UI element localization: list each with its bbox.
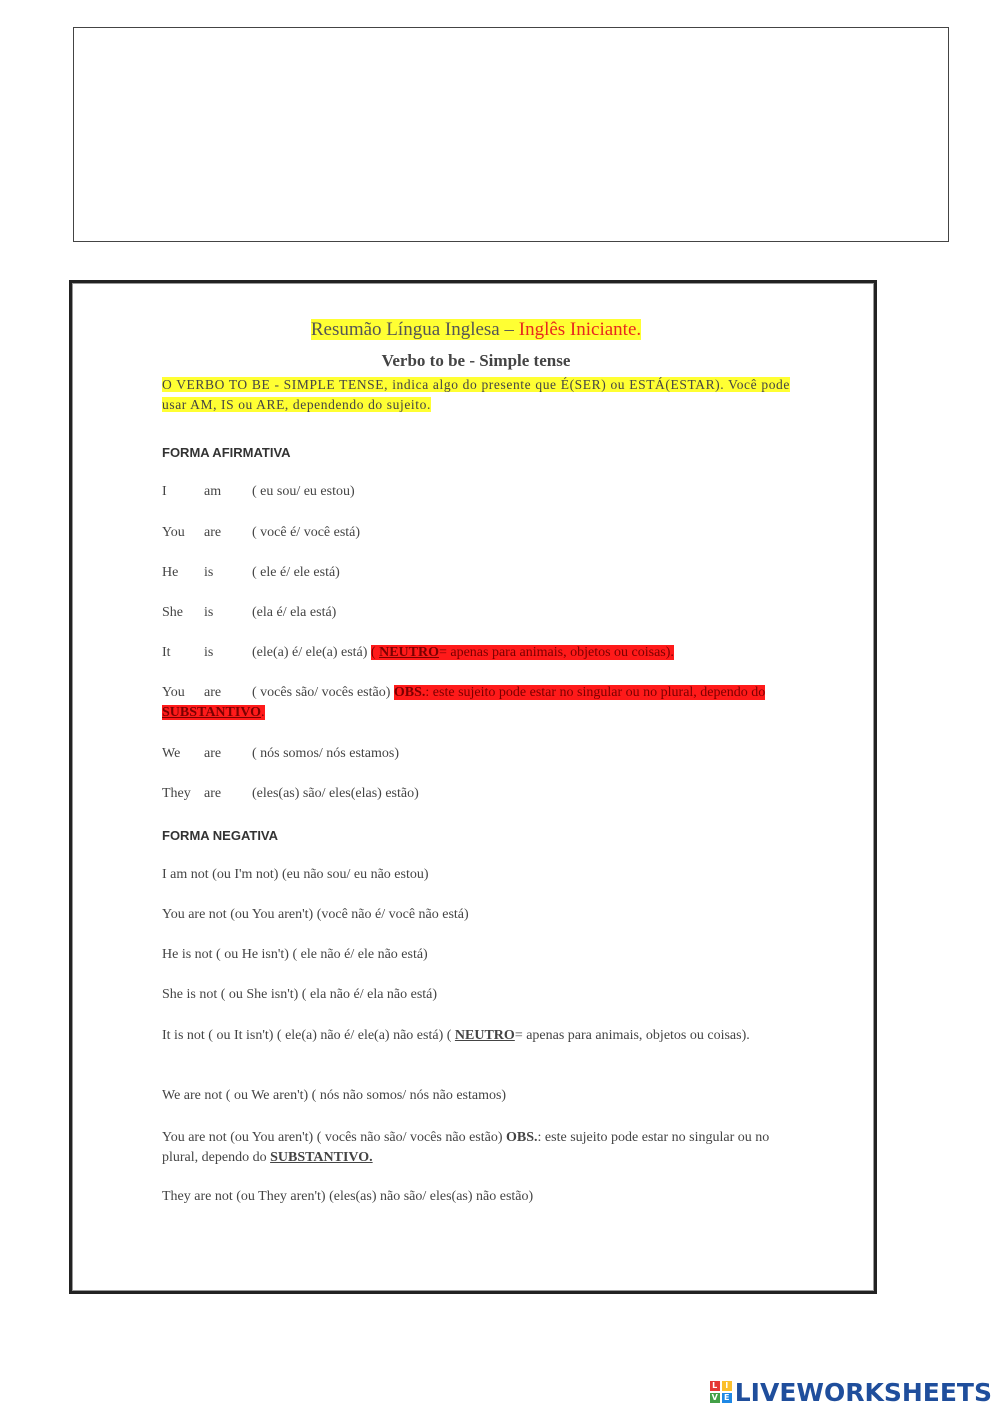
translation: ( vocês são/ vocês estão): [252, 685, 391, 700]
negative-row: He is not ( ou He isn't) ( ele não é/ ele não está): [162, 947, 428, 962]
translation: (ele(a) é/ ele(a) está): [252, 645, 368, 660]
logo-mark-letter: I: [722, 1381, 732, 1391]
negative-row: You are not (ou You aren't) (você não é/ você não está): [162, 907, 469, 922]
translation: (ela é/ ela está): [252, 605, 337, 620]
negative-row: I am not (ou I'm not) (eu não sou/ eu não estou): [162, 867, 429, 882]
heading-negative: FORMA NEGATIVA: [162, 828, 279, 843]
logo-mark-icon: [710, 1381, 732, 1403]
verb: are: [204, 786, 222, 801]
negative-row: You are not (ou You aren't) ( vocês não são/ vocês não estão) OBS.: este sujeito pode estar no singular ou no plural, dependo do SUBSTANTIVO.: [162, 1130, 770, 1165]
neutro-word: NEUTRO: [454, 1028, 515, 1043]
affirmative-row: [162, 525, 360, 541]
negative-row: We are not ( ou We aren't) ( nós não somos/ nós não estamos): [162, 1088, 507, 1103]
translation: ( nós somos/ nós estamos): [252, 746, 399, 761]
obs-word: OBS.: [506, 1130, 538, 1145]
affirmative-row: [162, 484, 355, 500]
logo-mark-letter: V: [711, 1393, 718, 1402]
substantivo-word: SUBSTANTIVO: [162, 705, 262, 720]
verb: are: [204, 525, 222, 540]
verb: is: [204, 565, 214, 580]
pronoun: She: [162, 605, 183, 620]
translation: ( você é/ você está): [252, 525, 361, 540]
verb: am: [204, 484, 222, 499]
liveworksheets-logo[interactable]: [710, 1377, 992, 1407]
document-content: [162, 319, 790, 1204]
obs-note: OBS.: este sujeito pode estar no singular ou no plural, dependo do SUBSTANTIVO.: [162, 685, 766, 720]
pronoun: You: [162, 525, 185, 540]
affirmative-row: [162, 746, 399, 762]
neutro-word: NEUTRO: [379, 645, 439, 660]
page-subtitle: Verbo to be - Simple tense: [381, 351, 571, 370]
obs-word: OBS.: [393, 685, 426, 700]
verb: are: [204, 685, 222, 700]
logo-mark-letter: L: [710, 1381, 720, 1391]
pronoun: You: [162, 685, 185, 700]
negative-row: They are not (ou They aren't) (eles(as) não são/ eles(as) não estão): [162, 1189, 534, 1204]
pronoun: They: [162, 786, 191, 801]
verb: are: [204, 746, 222, 761]
page-title: [162, 319, 790, 341]
affirmative-row: [162, 565, 340, 581]
affirmative-row: [162, 786, 419, 802]
negative-row: She is not ( ou She isn't) ( ela não é/ ela não está): [162, 987, 438, 1002]
title-red: Inglês Iniciante.: [514, 319, 641, 340]
neutro-note: ( NEUTRO= apenas para animais, objetos ou coisas).: [370, 645, 674, 660]
translation: (eles(as) são/ eles(elas) estão): [252, 786, 419, 801]
intro-paragraph: [162, 375, 790, 415]
affirmative-row: [162, 605, 336, 621]
translation: ( ele é/ ele está): [252, 565, 340, 580]
negative-row: It is not ( ou It isn't) ( ele(a) não é/ ele(a) não está) ( NEUTRO= apenas para animais, objetos ou coisas).: [162, 1028, 750, 1043]
verb: is: [204, 605, 214, 620]
translation: ( eu sou/ eu estou): [252, 484, 355, 499]
pronoun: He: [162, 565, 179, 580]
logo-mark-letter: E: [722, 1393, 732, 1403]
logo-text: LIVEWORKSHEETS: [734, 1377, 992, 1407]
pronoun: It: [162, 645, 171, 660]
pronoun: I: [162, 484, 167, 499]
affirmative-row: [162, 683, 790, 723]
summary-document: [69, 280, 877, 1294]
verb: is: [204, 645, 214, 660]
pronoun: We: [162, 746, 181, 761]
answer-box[interactable]: [73, 27, 949, 242]
substantivo-word: SUBSTANTIVO.: [270, 1150, 373, 1165]
title-main: Resumão Língua Inglesa –: [310, 319, 514, 340]
heading-affirmative: FORMA AFIRMATIVA: [162, 445, 291, 460]
intro-text: O VERBO TO BE - SIMPLE TENSE, indica algo do presente que É(SER) ou ESTÁ(ESTAR). Você pode usar AM, IS ou ARE, dependendo do sujeito.: [162, 377, 790, 412]
affirmative-row: [162, 645, 674, 661]
